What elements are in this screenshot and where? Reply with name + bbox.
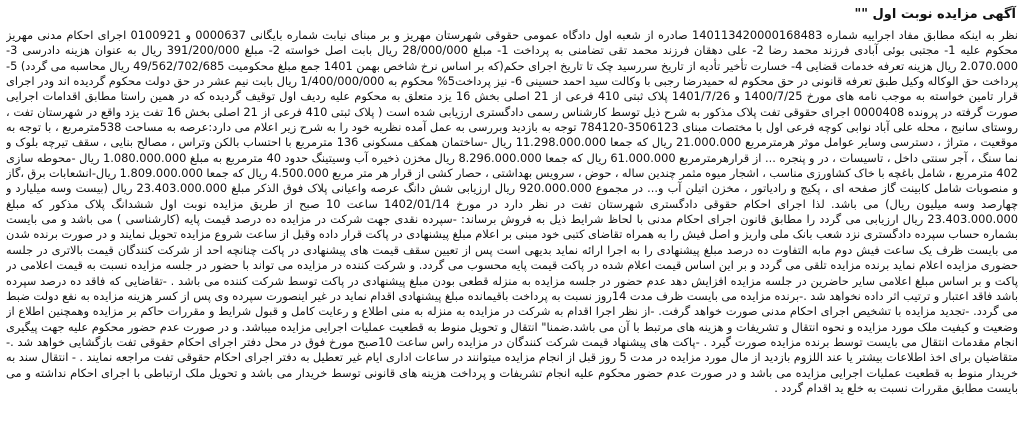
notice-title: آگهی مزایده نوبت اول "" <box>854 7 1016 22</box>
notice-body: نظر به اینکه مطابق مفاد اجراییه شماره 140113420000168483 صادره از شعبه اول دادگاه عمومی حقوقی شهرستان مهریز و بر مبنای نیابت شماره بایگانی 0000637 و 0100921 اجرای احکام مدنی مهریز محکوم علیه 1- مجتبی بوئی آبادی فرزند محمد رضا 2- علی دهقان فرزند محمد تقی تضامنی به پرداخت 1- مبلغ 28/000/000 ریال بابت اصل خواسته 2- مبلغ 391/200/000 ریال به عنوان هزینه دادرسی 3- 2.070.000 ریال هزینه تعرفه خدمات قضایی 4- خسارت تأخیر تأدیه از تاریخ سررسید چک تا تاریخ اجرای حکم(که بر اساس نرخ شاخص بهمن 1401 جمع مبلغ محکومیت 49/562/702/685 ریال محاسبه می گردد) 5- پرداخت حق الوکاله وکیل طبق تعرفه قانونی در حق محکوم له حمیدرضا رجبی با وکالت سید احمد حسینی 6- نیز پرداخت5% محکوم به 1/400/000/000 ریال بابت نیم عشر در حق دولت محکوم گردیده اند ودر اجرای قرار تامین خواسته به موجب نامه های مورخ 1400/7/25 و 1401/7/26 پلاک ثبتی 410 فرعی از 21 اصلی بخش 16 یزد متعلق به محکوم علیه ردیف اول توقیف گردیده که در همین راستا مطابق اقدامات اجرایی صورت گرفته در پرونده 0000408 اجرای حقوقی تفت پلاک مذکور به شرح ذیل توسط کارشناس رسمی دادگستری ارزیابی شده است ( پلاک ثبتی 410 فرعی از 21 اصلی بخش 16 تفت یزد واقع در شهرستان تفت ، روستای سانیج ، محله علی آباد نوابی کوچه فرعی اول با مختصات مبنای 3506123-784120 توجه به بازدید وبررسی به عمل آمده نظریه خود را به شرح زیر اعلام می دارد:عرصه به مساحت 538مترمربع ، با توجه به موقعیت ، متراژ ، دسترسی وسایر عوامل موثر هرمترمربع 21.000.000 ریال که جمعا 11.298.000.000 ریال -ساختمان همکف مسکونی 136 مترمربع با احتساب بالکن وتراس ، مصالح بنایی ، سقف تیرچه بلوک و نما سنگ ، آجر سنتی داخل ، تاسیسات ، در و پنجره ... از قرارهرمترمربع 61.000.000 ریال که جمعا 8.296.000.000 ریال مخزن ذخیره آب وسیتینگ حدود 40 مترمربع به مبلغ 1.080.000.000 ریال -محوطه سازی 402 مترمربع ، شامل باغچه با خاک کشاورزی مناسب ، اشجار میوه مثمر چندین ساله ، حوض ، سرویس بهداشتی ، حصار کشی از قرار هر متر مربع 4.500.000 ریال که جمعا 1.809.000.000 ریال-انشعابات برق ،گاز و منصوبات شامل کابینت گاز صفحه ای ، پکیج و رادیاتور ، مخزن اتیلن آب و... در مجموع 920.000.000 ریال ارزیابی شش دانگ عرصه واعیانی پلاک فوق الذکر مبلغ 23.403.000.000 ریال (بیست وسه میلیارد و چهارصد وسه میلیون ریال) می باشد. لذا اجرای احکام حقوقی دادگستری شهرستان تفت در نظر دارد در مورخ 1402/01/14 ساعت 10 صبح از طریق مزایده نوبت اول ششدانگ پلاک مذکور که مبلغ 23.403.000.000 ریال ارزیابی می گردد را مطابق قانون اجرای احکام مدنی با لحاظ شرایط ذیل به فروش برساند: -سپرده نقدی جهت شرکت در مزایده ده درصد قیمت پایه (کارشناسی ) می باشد و می بایست بشماره حساب سپرده دادگستری نزد شعب بانک ملی واریز و اصل فیش را به همراه تقاضای کتبی خود مبنی بر اعلام مبلغ پیشنهادی در پاکت قرار داده وقبل از ساعت شروع مزایده تحویل نمایند و در صورت برنده شدن می بایست ظرف یک ساعت فیش دوم مابه التفاوت ده درصد مبلغ پیشنهادی را به اجرا ارائه نماید بدیهی است پس از تعیین سقف قیمت های پیشنهادی در پاکت چنانچه احد از شرکت کنندگان قیمت بالاتری در جلسه حضوری مزایده اعلام نماید برنده مزایده تلقی می گردد و بر این اساس قیمت اعلام شده در پاکت قیمت پایه محسوب می گردد. و شرکت کننده در مزایده می تواند با حضور در جلسه مزایده نسبت به قیمت اعلامی در پاکت و بر اساس مبلغ اعلامی سایر حاضرین در جلسه مزایده افزایش دهد عدم حضور در جلسه مزایده به منزله قطعی بودن مبلغ پیشنهادی در پاکت توسط شرکت کننده می باشد . -تقاضایی که فاقد ده درصد سپرده باشد فاقد اعتبار و ترتیب اثر داده نخواهد شد .-برنده مزایده می بایست ظرف مدت 14روز نسبت به پرداخت باقیمانده مبلغ پیشنهادی اقدام نماید در غیر اینصورت سپرده وی پس از کسر هزینه مزایده به نفع دولت ضبط می گردد. -تجدید مزایده با تشخیص اجرای احکام مدنی صورت خواهد گرفت. -از نظر اجرا اقدام به شرکت در مزایده به منزله به منی اطلاع و رعایت کامل و قبول شرایط و مقررات حاکم بر مزایده وهمچنین اطلاع از وضعیت و کیفیت ملک مورد مزایده و نحوه انتقال و تشریفات و هزینه های مرتبط با آن می باشد.ضمنا" انتقال و تحویل منوط به قطعیت عملیات اجرایی مزایده میباشد. و در صورت عدم حضور محکوم علیه جهت پیگیری انجام مقدمات انتقال می بایست توسط برنده مزایده صورت گیرد . -پاکت های پیشنهاد قیمت شرکت کنندگان در مزایده راس ساعت 10صبح مورخ فوق در محل دفتر اجرای احکام حقوقی تفت بازگشایی خواهد شد .-متقاضیان برای اخذ اطلاعات بیشتر یا عند اللزوم بازدید از مال مورد مزایده در مدت 5 روز قبل از انجام مزایده میتوانند در ساعات اداری ایام غیر تعطیل به دفتر اجرای احکام حقوقی تفت مراجعه نمایند . - انتقال سند به خریدار منوط به قطعیت عملیات اجرایی مزایده می باشد و در صورت عدم حضور محکوم علیه انجام تشریفات و پرداخت هزینه های قانونی توسط خریدار می باشد و تحویل ملک ارتباطی با اجرای احکام نداشته و می بایست مطابق مقررات نسبت به خلع ید اقدام گردد . <box>6 28 1018 395</box>
